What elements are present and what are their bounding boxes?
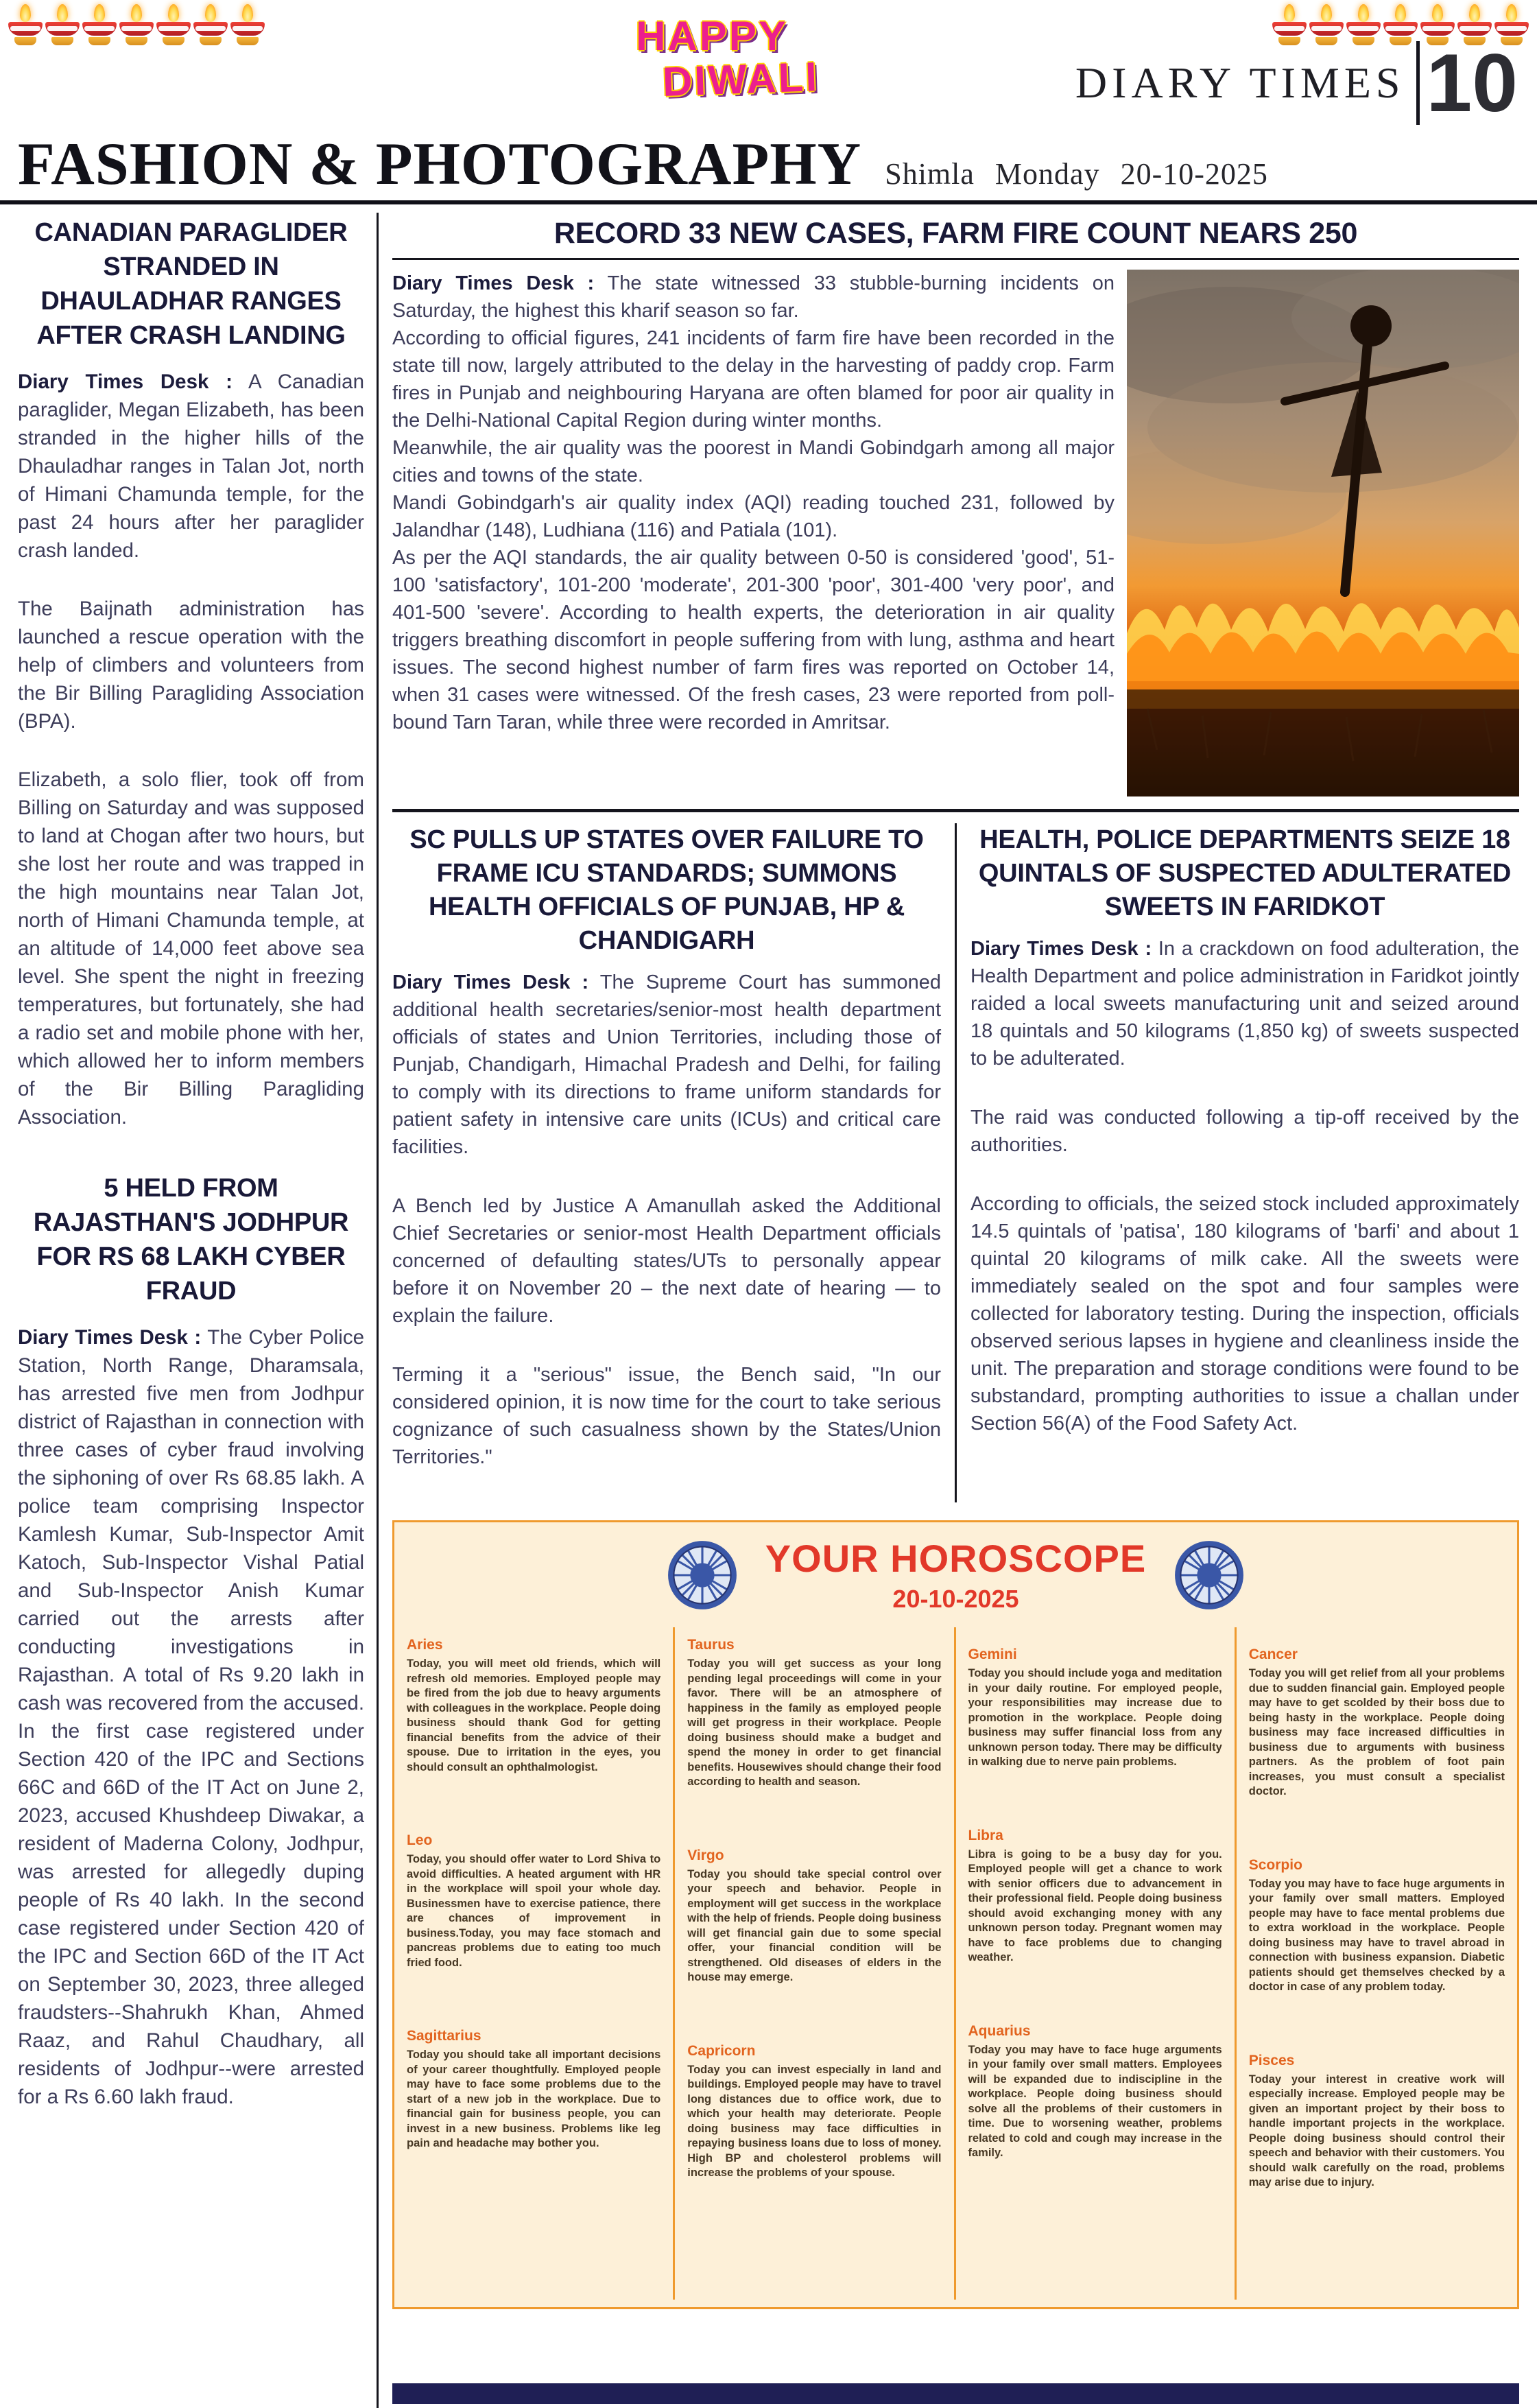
- diya-icon: [82, 4, 117, 48]
- two-column-section: [392, 823, 1519, 1502]
- page-header: [0, 0, 1537, 200]
- article-adulterated-sweets-lead: Diary Times Desk : In a crackdown on food adulteration, the Health Department and police administration in Faridkot jointly raided a local sweets manufacturing unit and seized around 18 quintals and 50 kilograms (1,850 kg) of sweets suspected to be adulterated.: [970, 938, 1519, 1070]
- horoscope-sign-pisces: Pisces Today your interest in creative work will especially increase. Employed people may be given an important project by their boss to handle important projects in the workplace. People doing business should control their speech and behavior with their customers. You should walk carefully on the road, problems may arise due to injury.: [1248, 2052, 1505, 2188]
- article-farm-fires-paragraph: Mandi Gobindgarh's air quality index (AQI) reading touched 231, followed by Jalandhar (148), Ludhiana (116) and Patiala (101).: [392, 492, 1115, 541]
- diya-icon: [8, 4, 43, 48]
- byline: Diary Times Desk :: [392, 971, 589, 993]
- horoscope-sign-capricorn: Capricorn Today you can invest especially in land and buildings. Employed people may have to travel long distances due to office work, due to which your health may deteriorate. People doing business may face difficulties in repaying business loans due to loss of money. High BP and cholesterol problems will increase the problems of your spouse.: [687, 2042, 942, 2179]
- horoscope-column: [394, 1627, 675, 2300]
- masthead-divider: [1416, 41, 1420, 125]
- article-cyber-fraud-lead: Diary Times Desk : The Cyber Police Station, North Range, Dharamsala, has arrested five men from Jodhpur district of Rajasthan in connection with three cases of cyber fraud involving the siphoning of over Rs 68.85 lakh. A police team comprising Inspector Kamlesh Kumar, Sub-Inspector Amit Katoch, Sub-Inspector Vishal Patial and Sub-Inspector Anish Kumar carried out the arrests after conducting investigations in Rajasthan. A total of Rs 9.20 lakh in cash was recovered from the accused. In the first case registered under Section 420 of the IPC and Sections 66C and 66D of the IT Act on June 2, 2023, accused Khushdeep Diwakar, a resident of Maderna Colony, Jodhpur, was arrested for allegedly duping people of Rs 40 lakh. In the second case registered under Section 420 of the IPC and Section 66D of the IT Act on September 30, 2023, three alleged fraudsters--Shahrukh Khan, Ahmed Raaz, and Rahul Chaudhary, all residents of Jodhpur--were arrested for a Rs 6.60 lakh fraud.: [18, 1326, 365, 2108]
- article-farm-fires-paragraph: Meanwhile, the air quality was the poorest in Mandi Gobindgarh among all major cities and towns of the state.: [392, 437, 1115, 486]
- horoscope-date: 20-10-2025: [892, 1585, 1019, 1613]
- section-title-row: [18, 131, 1268, 198]
- article-farm-fires: [392, 213, 1519, 796]
- section-rule: [392, 809, 1519, 812]
- dateline-day: Monday: [994, 157, 1100, 191]
- diya-icon: [45, 4, 80, 48]
- horoscope-sign-sagittarius: Sagittarius Today you should take all important decisions of your career thoughtfully. Employed people may have to face some problems due to the start of a new job in the workplace. Due to financial gain for business people, you can invest in a new business. Problems like leg pain and headache may bother you.: [407, 2028, 661, 2149]
- article-farm-fires-paragraph: According to official figures, 241 incidents of farm fire have been recorded in the state till now, largely attributed to the delay in the harvesting of paddy crop. Farm fires in Punjab and neighbouring Haryana are often blamed for poor air quality in the Delhi-National Capital Region during winter months.: [392, 327, 1115, 432]
- article-farm-fires-body: [392, 270, 1115, 796]
- horoscope-sign-scorpio: Scorpio Today you may have to face huge arguments in your family over small matters. Employed people may have to face mental problems due to extra workload in the workplace. People doing business may have to travel abroad in connection with business expansion. Diabetic patients should get themselves checked by a doctor in case of any problem today.: [1248, 1856, 1505, 1993]
- article-paraglider-paragraph: Elizabeth, a solo flier, took off from Billing on Saturday and was supposed to land at Chogan after two hours, but she lost her route and was trapped in the high mountains near Talan Jot, north of Himani Chamunda temple, at an altitude of 14,000 feet above sea level. She spent the night in freezing temperatures, but fortunately, she had a radio set and mobile phone with her, which allowed her to inform members of the Bir Billing Paragliding Association.: [18, 768, 364, 1129]
- dateline: [885, 156, 1268, 191]
- horoscope-column: [956, 1627, 1237, 2300]
- masthead: [1075, 37, 1518, 129]
- horoscope-sign-cancer: Cancer Today you will get relief from all your problems due to sudden financial gain. Employed people may have to get scolded by their boss due to being hasty in the workplace. People doing business may face increased difficulties in business due to arguments with business partners. As the problem of foot pain increases, you must consult a specialist doctor.: [1248, 1646, 1505, 1797]
- dateline-city: Shimla: [885, 157, 975, 191]
- article-adulterated-sweets-title: HEALTH, POLICE DEPARTMENTS SEIZE 18 QUINTALS OF SUSPECTED ADULTERATED SWEETS IN FARIDKOT: [978, 825, 1512, 921]
- article-icu-standards-paragraph: Terming it a "serious" issue, the Bench said, "In our considered opinion, it is now time for the court to take serious cognizance of such casualness shown by the States/Union Territories.": [392, 1364, 941, 1468]
- article-adulterated-sweets-paragraph: According to officials, the seized stock included approximately 14.5 quintals of 'patisa', 180 kilograms of 'barfi' and about 1 quintal 20 kilograms of milk cake. All the sweets were immediately sealed on the spot and four samples were collected for laboratory testing. During the inspection, officials observed serious lapses in hygiene and cleanliness inside the unit. The preparation and storage conditions were found to be substandard, prompting authorities to issue a challan under Section 56(A) of the Food Safety Act.: [970, 1193, 1519, 1435]
- main-column: [392, 213, 1519, 2408]
- happy-diwali-banner: [568, 13, 856, 106]
- byline: Diary Times Desk :: [970, 938, 1152, 960]
- article-paraglider-lead: Diary Times Desk : A Canadian paraglider, Megan Elizabeth, has been stranded in the higher hills of the Dhauladhar ranges in Talan Jot, north of Himani Chamunda temple, for the past 24 hours after her paraglider crash landed.: [18, 370, 364, 562]
- horoscope-sign-aries: Aries Today, you will meet old friends, which will refresh old memories. Employed people may be fired from the job due to heavy arguments with colleagues in the workplace. People doing business should thank God for getting financial benefits from the advice of their spouse. Due to irritation in the eyes, you should consult an ophthalmologist.: [407, 1637, 661, 1773]
- article-icu-standards-paragraph: A Bench led by Justice A Amanullah asked the Additional Chief Secretaries or senior-most Health Department officials concerned of defaulting states/UTs to personally appear before it on November 20 – the next date of hearing — to explain the failure.: [392, 1195, 941, 1327]
- horoscope-section: [392, 1520, 1519, 2309]
- horoscope-sign-leo: Leo Today, you should offer water to Lord Shiva to avoid difficulties. A heated argument with HR in the workplace will spoil your whole day. Businessmen have to exercise patience, there are chances of improvement in business.Today, you may face stomach and pancreas problems due to eating too much fried food.: [407, 1832, 661, 1969]
- horoscope-title: YOUR HOROSCOPE: [765, 1537, 1147, 1580]
- article-paraglider-title: CANADIAN PARAGLIDER STRANDED IN DHAULADHAR RANGES AFTER CRASH LANDING: [34, 218, 348, 350]
- dateline-date: 20-10-2025: [1120, 157, 1268, 191]
- zodiac-wheel-icon: [667, 1539, 738, 1611]
- article-farm-fires-paragraph: As per the AQI standards, the air quality between 0-50 is considered 'good', 51-100 'satisfactory', 101-200 'moderate', 201-300 'poor', 301-400 'very poor', and 401-500 'severe'. According to health experts, the deterioration in air quality triggers breathing discomfort in people suffering from with lung, asthma and heart issues. The second highest number of farm fires was reported on October 14, when 31 cases were witnessed. Of the fresh cases, 23 were reported from poll-bound Tarn Taran, while three were recorded in Amritsar.: [392, 547, 1115, 733]
- horoscope-column: [675, 1627, 955, 2300]
- byline: Diary Times Desk :: [392, 272, 595, 294]
- zodiac-wheel-icon: [1173, 1539, 1245, 1611]
- article-paraglider: [18, 215, 364, 1131]
- left-column: [18, 213, 364, 2408]
- article-adulterated-sweets-paragraph: The raid was conducted following a tip-off received by the authorities.: [970, 1107, 1519, 1156]
- diya-icon: [119, 4, 154, 48]
- horoscope-sign-aquarius: Aquarius Today you may have to face huge arguments in your family over small matters. Employees will be expanded due to indiscipline in the workplace. People doing business should solve all the problems of their customers in time. Due to worsening weather, problems related to cold and cough may increase in the family.: [968, 2022, 1222, 2159]
- article-cyber-fraud-title: 5 HELD FROM RAJASTHAN'S JODHPUR FOR RS 68 LAKH CYBER FRAUD: [33, 1174, 349, 1306]
- headline-rule: [392, 258, 1519, 260]
- diya-icon: [230, 4, 265, 48]
- horoscope-sign-taurus: Taurus Today you will get success as your long pending legal proceedings will come in your favor. There will be an atmosphere of happiness in the family as employed people will get progress in their workplace. People doing business should make a budget and spend the money in order to get financial benefits. Housewives should change their food according to health and season.: [687, 1637, 942, 1788]
- article-icu-standards-title: SC PULLS UP STATES OVER FAILURE TO FRAME ICU STANDARDS; SUMMONS HEALTH OFFICIALS OF PUNJAB, HP & CHANDIGARH: [409, 825, 924, 955]
- diya-icon: [193, 4, 228, 48]
- byline: Diary Times Desk :: [18, 1326, 202, 1349]
- horoscope-sign-virgo: Virgo Today you should take special control over your speech and behavior. People in employment will get success in the workplace with the help of friends. People doing business will get financial gain due to some special offer, your financial condition will be strengthened. Old diseases of elders in the house may emerge.: [687, 1847, 942, 1983]
- article-icu-standards: [392, 823, 941, 1502]
- section-title: FASHION & PHOTOGRAPHY: [18, 131, 862, 198]
- diya-icon: [156, 4, 191, 48]
- article-farm-fires-lead: Diary Times Desk : The state witnessed 33 stubble-burning incidents on Saturday, the highest this kharif season so far.: [392, 272, 1115, 322]
- footer-bar: [392, 2383, 1519, 2404]
- diwali-text-line1: HAPPY: [636, 13, 788, 59]
- byline: Diary Times Desk :: [18, 370, 233, 393]
- article-icu-standards-lead: Diary Times Desk : The Supreme Court has summoned additional health secretaries/senior-most health department officials of states and Union Territories, including those of Punjab, Chandigarh, Himachal Pradesh and Delhi, for failing to comply with its directions to frame uniform standards for patient safety in intensive care units (ICUs) and critical care facilities.: [392, 971, 941, 1158]
- page-content: [0, 204, 1537, 2408]
- horoscope-column: [1237, 1627, 1517, 2300]
- article-paraglider-paragraph: The Baijnath administration has launched a rescue operation with the help of climbers and volunteers from the Bir Billing Paragliding Association (BPA).: [18, 598, 364, 733]
- article-cyber-fraud: [18, 1171, 364, 2111]
- farm-fire-photo: [1127, 270, 1519, 796]
- page-number: 10: [1426, 37, 1518, 129]
- horoscope-grid: [394, 1627, 1517, 2300]
- diwali-text-line2: DIWALI: [661, 54, 820, 106]
- diya-garland-left: [8, 4, 265, 48]
- column-divider-mid: [955, 823, 957, 1502]
- column-divider-left: [377, 213, 379, 2408]
- horoscope-sign-libra: Libra Libra is going to be a busy day for you. Employed people will get a chance to work with senior officers due to advancement in their professional field. People doing business should avoid exchanging money with any unknown person today. Pregnant women may have to face problems due to changing weather.: [968, 1827, 1222, 1963]
- horoscope-sign-gemini: Gemini Today you should include yoga and meditation in your daily routine. For employed people, your responsibilities may increase due to promotion in the workplace. People doing business may suffer financial loss from any unknown person today. There may be difficulty in walking due to nerve pain problems.: [968, 1646, 1222, 1768]
- newspaper-brand: DIARY TIMES: [1075, 58, 1405, 107]
- article-adulterated-sweets: [970, 823, 1519, 1502]
- horoscope-header: [394, 1522, 1517, 1620]
- article-farm-fires-title: RECORD 33 NEW CASES, FARM FIRE COUNT NEARS 250: [553, 217, 1358, 250]
